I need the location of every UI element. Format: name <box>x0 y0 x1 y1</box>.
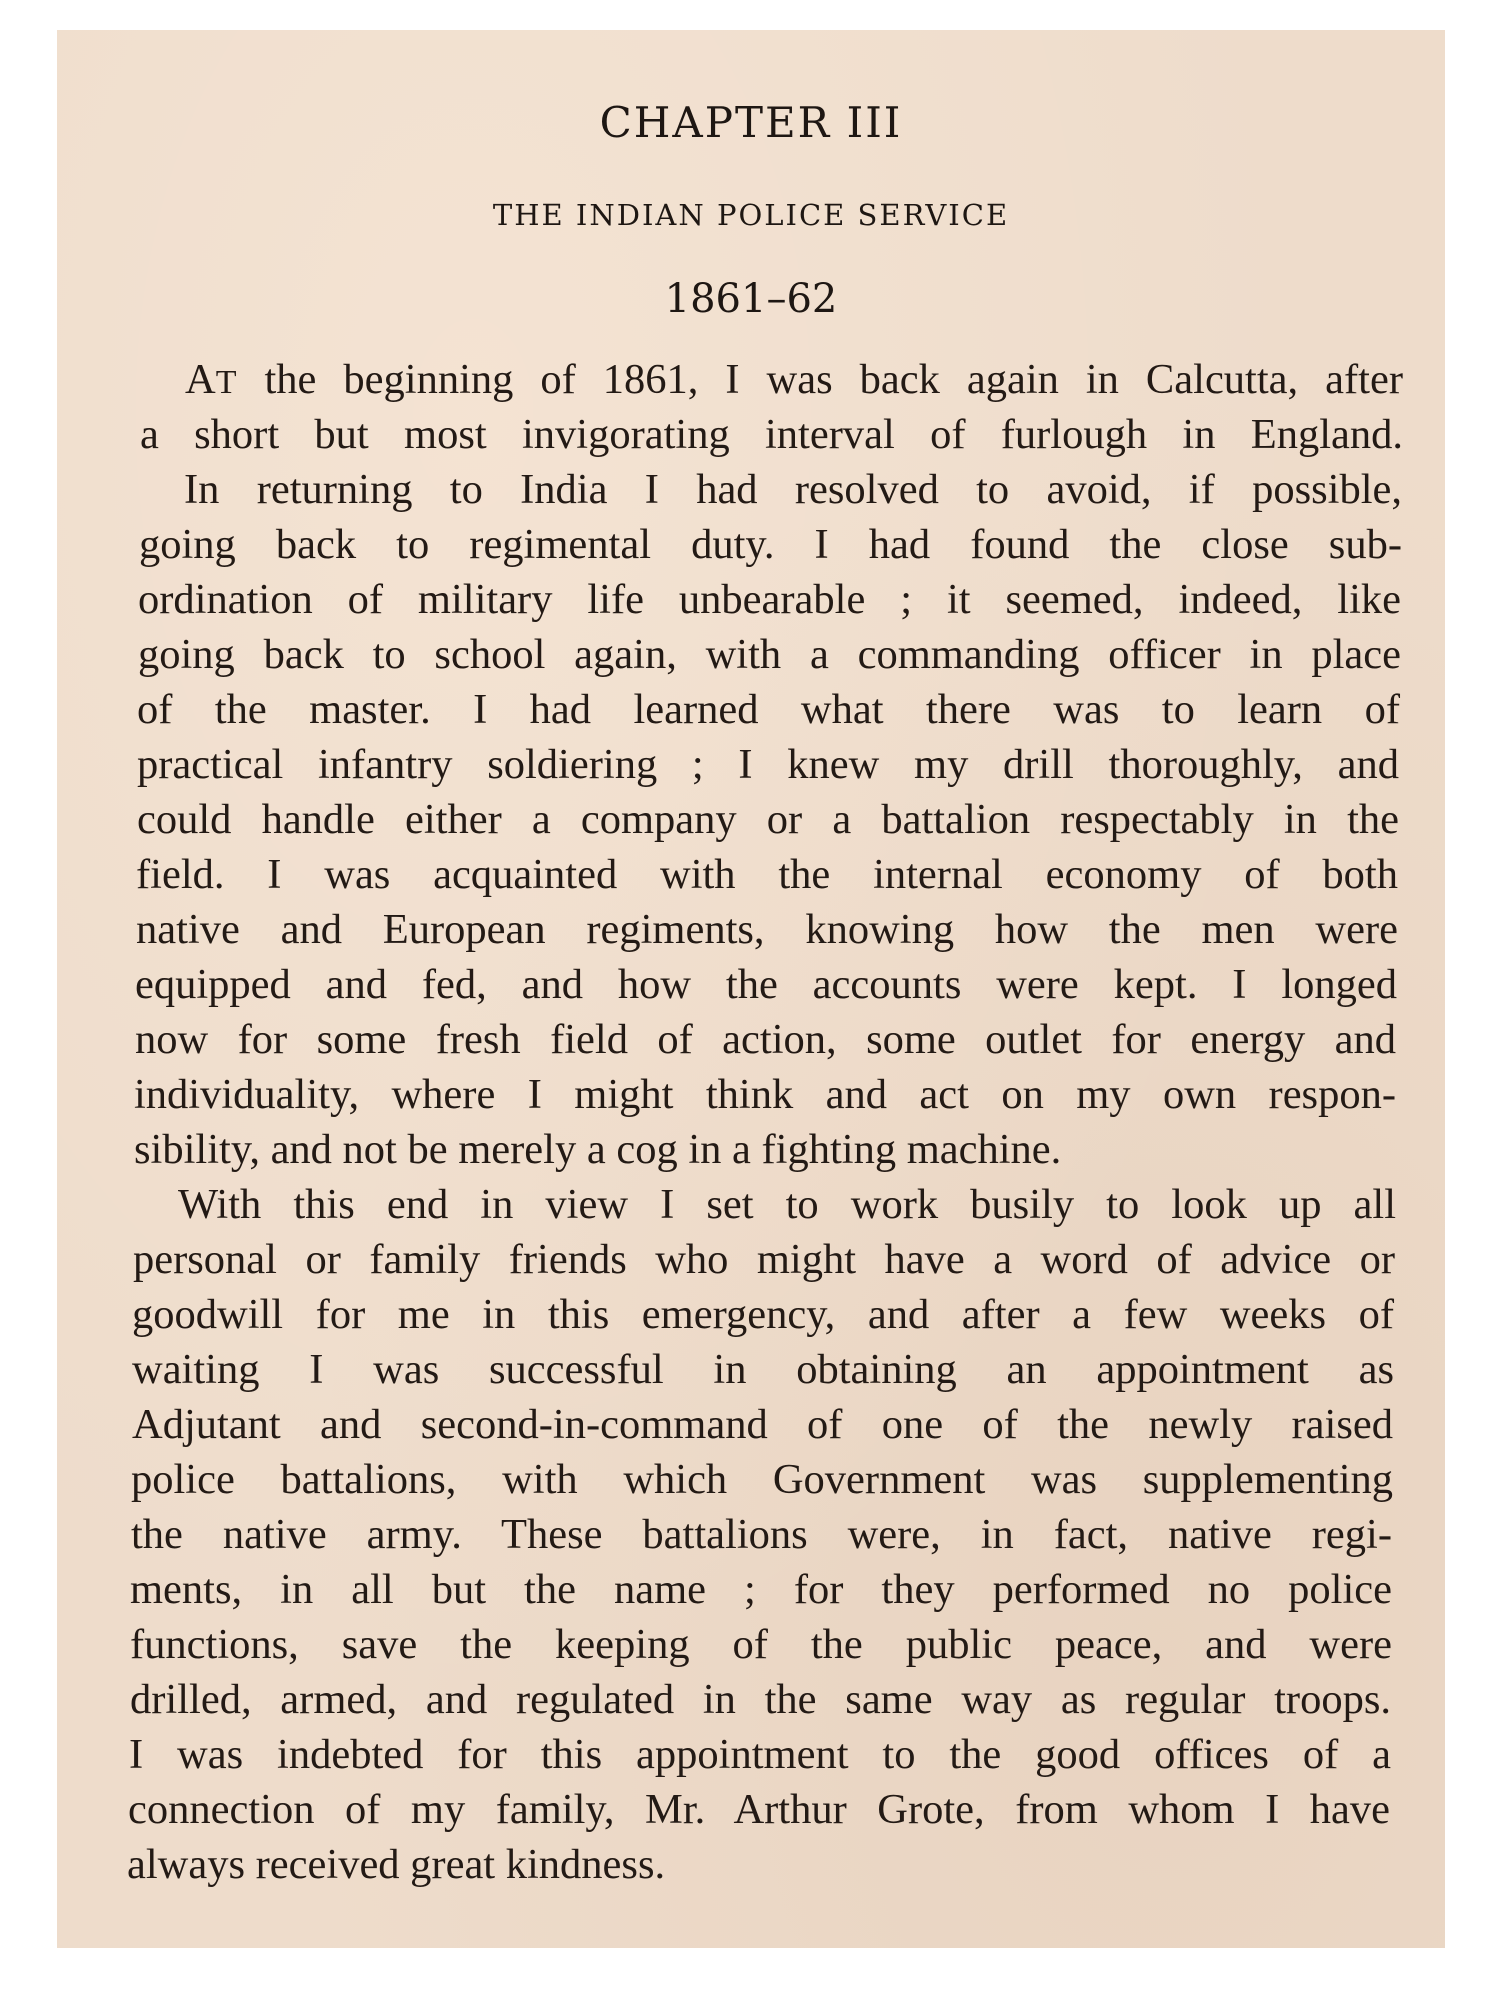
text-line: goodwill for me in this emergency, and after a few weeks of <box>132 1291 1394 1338</box>
book-page <box>57 30 1445 1948</box>
text-line: I was indebted for this appointment to the good offices of a <box>129 1731 1391 1778</box>
text-line: Adjutant and second-in-command of one of the newly raised <box>132 1401 1393 1448</box>
text-line: connection of my family, Mr. Arthur Grote, from whom I have <box>128 1786 1390 1833</box>
text-line: personal or family friends who might have a word of advice or <box>133 1236 1395 1283</box>
chapter-years: 1861–62 <box>664 276 838 322</box>
text-line: the native army. These battalions were, in fact, native regi- <box>131 1511 1392 1558</box>
text-line: ordination of military life unbearable ; it seemed, indeed, like <box>138 576 1401 623</box>
text-line: could handle either a company or a battalion respectably in the <box>137 796 1399 843</box>
text-line: ments, in all but the name ; for they performed no police <box>130 1566 1392 1613</box>
text-line: police battalions, with which Government was supplementing <box>131 1456 1393 1503</box>
text-line: going back to regimental duty. I had found the close sub- <box>139 521 1402 568</box>
chapter-title: THE INDIAN POLICE SERVICE <box>492 198 1010 232</box>
text-line: field. I was acquainted with the internal economy of both <box>136 851 1398 898</box>
text-line: now for some fresh field of action, some outlet for energy and <box>135 1016 1396 1063</box>
text-line: of the master. I had learned what there was to learn of <box>137 686 1400 733</box>
text-line: waiting I was successful in obtaining an appointment as <box>132 1346 1394 1393</box>
small-caps-first-word: AT <box>185 356 238 403</box>
text-line: drilled, armed, and regulated in the same way as regular troops. <box>130 1676 1391 1723</box>
text-line: AT the beginning of 1861, I was back again in Calcutta, after <box>185 356 1403 403</box>
chapter-heading: CHAPTER III <box>599 98 903 147</box>
text-line: equipped and fed, and how the accounts were kept. I longed <box>135 961 1397 1008</box>
text-line: native and European regiments, knowing how the men were <box>136 906 1398 953</box>
text-line: individuality, where I might think and act on my own respon- <box>134 1071 1396 1118</box>
text-line: functions, save the keeping of the public peace, and were <box>130 1621 1392 1668</box>
text-line: practical infantry soldiering ; I knew my drill thoroughly, and <box>137 741 1399 788</box>
text-line: With this end in view I set to work busily to look up all <box>178 1181 1396 1228</box>
text-line: going back to school again, with a commanding officer in place <box>138 631 1401 678</box>
text-line: In returning to India I had resolved to avoid, if possible, <box>184 466 1402 513</box>
text-line: a short but most invigorating interval of furlough in England. <box>140 411 1403 458</box>
text-line: sibility, and not be merely a cog in a fighting machine. <box>134 1126 1062 1173</box>
text-line: always received great kindness. <box>127 1841 666 1888</box>
